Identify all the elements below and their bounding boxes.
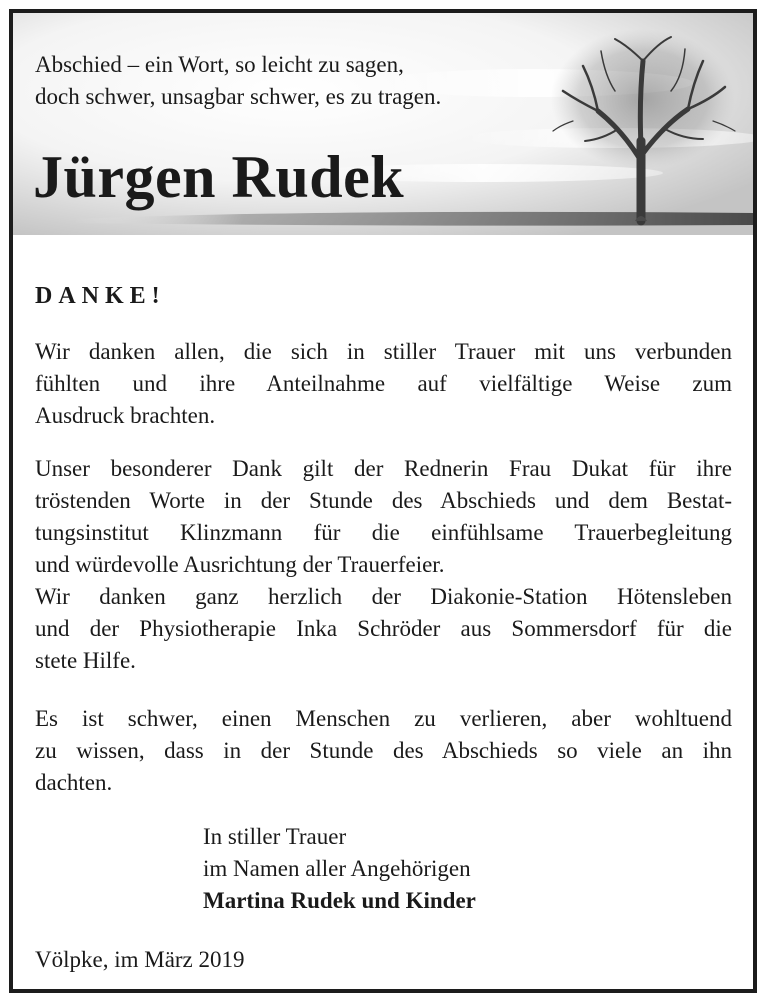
text-line: Unser besonderer Dank gilt der Rednerin Frau Dukat für ihre [35, 456, 732, 481]
thanks-paragraph-3 [35, 703, 732, 799]
motto-verse [35, 49, 441, 113]
text-line: und würdevolle Ausrichtung der Trauerfeier. [35, 552, 445, 577]
text-line: fühlten und ihre Anteilnahme auf vielfältige Weise zum [35, 371, 732, 396]
thanks-paragraph-1 [35, 336, 732, 432]
text-line: stete Hilfe. [35, 648, 136, 673]
deceased-name: Jürgen Rudek [33, 144, 405, 210]
text-line: dachten. [35, 770, 113, 795]
signature-line: im Namen aller Angehörigen [203, 856, 471, 881]
text-line: Wir danken ganz herzlich der Diakonie-Station Hötensleben [35, 584, 732, 609]
text-line: Es ist schwer, einen Menschen zu verlieren, aber wohltuend [35, 706, 732, 731]
thanks-heading: DANKE! [35, 283, 166, 309]
bare-tree-icon [543, 21, 743, 231]
signature-names: Martina Rudek und Kinder [203, 888, 476, 913]
text-line: Wir danken allen, die sich in stiller Trauer mit uns verbunden [35, 339, 732, 364]
signature-line: In stiller Trauer [203, 824, 347, 849]
place-and-date: Völpke, im März 2019 [35, 947, 245, 972]
motto-line: doch schwer, unsagbar schwer, es zu tragen. [35, 84, 442, 109]
obituary-notice [9, 9, 757, 993]
motto-line: Abschied – ein Wort, so leicht zu sagen, [35, 52, 404, 77]
signature-block [203, 821, 476, 917]
text-line: Ausdruck brachten. [35, 403, 216, 428]
text-line: tungsinstitut Klinzmann für die einfühlsame Trauerbegleitung [35, 520, 732, 545]
header-banner [13, 13, 753, 235]
thanks-paragraph-2 [35, 453, 732, 677]
text-line: und der Physiotherapie Inka Schröder aus Sommersdorf für die [35, 616, 732, 641]
text-line: zu wissen, dass in der Stunde des Abschieds so viele an ihn [35, 738, 732, 763]
text-line: tröstenden Worte in der Stunde des Abschieds und dem Bestat- [35, 488, 732, 513]
